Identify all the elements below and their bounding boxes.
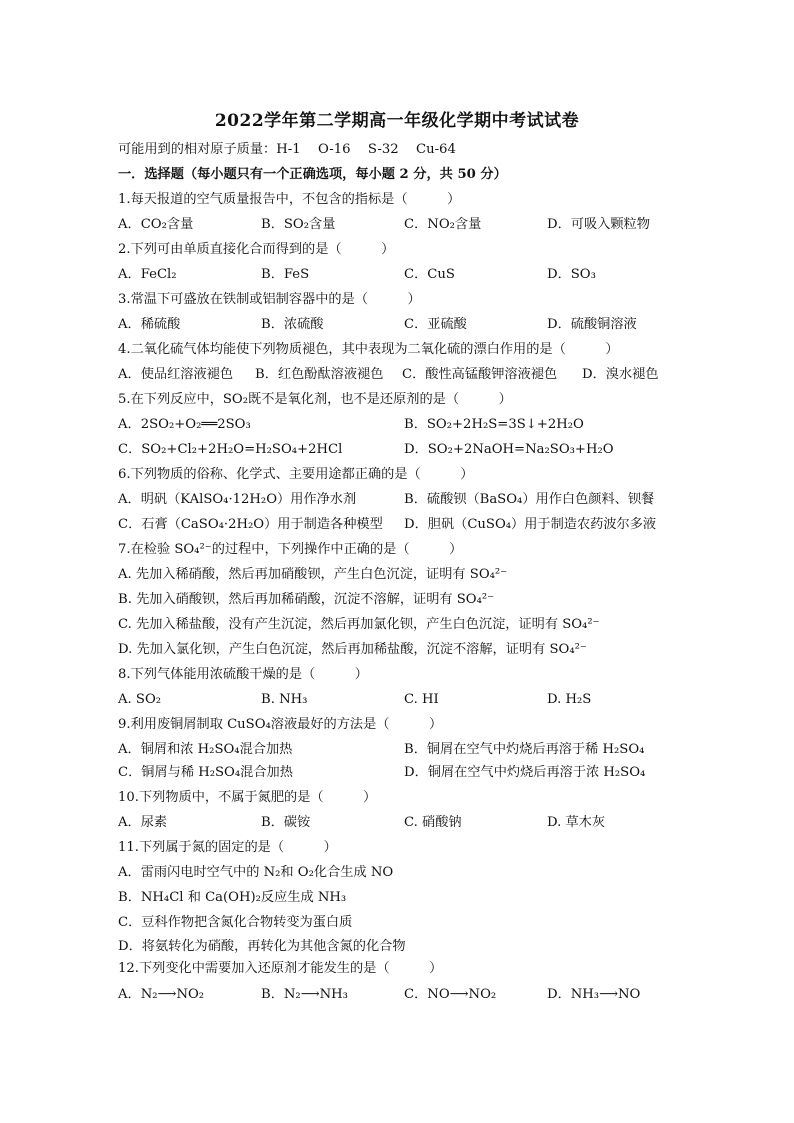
question-stem: 5.在下列反应中，SO₂既不是氧化剂，也不是还原剂的是（ ） — [118, 392, 512, 407]
option-d: D．SO₃ — [547, 267, 596, 282]
option-d: D. 草木灰 — [547, 815, 606, 830]
option-d: D．硫酸铜溶液 — [547, 317, 637, 332]
option-b: B. 先加入硝酸钡，然后再加稀硝酸，沉淀不溶解，证明有 SO₄²⁻ — [118, 592, 495, 607]
option-a: A．N₂⟶NO₂ — [118, 987, 205, 1002]
option-d: D．SO₂+2NaOH=Na₂SO₃+H₂O — [404, 442, 614, 457]
option-c: C．NO⟶NO₂ — [404, 987, 497, 1002]
question-stem: 3.常温下可盛放在铁制或铝制容器中的是（ ） — [118, 292, 421, 307]
atomic-masses: 可能用到的相对原子质量：H-1 O-16 S-32 Cu-64 — [118, 142, 456, 157]
option-a: A. 先加入稀硝酸，然后再加硝酸钡，产生白色沉淀，证明有 SO₄²⁻ — [118, 567, 508, 582]
option-a: A．2SO₂+O₂══2SO₃ — [118, 417, 251, 432]
option-d: D．将氨转化为硝酸，再转化为其他含氮的化合物 — [118, 939, 406, 954]
question-stem: 10.下列物质中，不属于氮肥的是（ ） — [118, 790, 377, 805]
option-b: B．硫酸钡（BaSO₄）用作白色颜料、钡餐 — [404, 492, 655, 507]
option-a: A．明矾（KAlSO₄·12H₂O）用作净水剂 — [118, 492, 357, 507]
question-stem: 11.下列属于氮的固定的是（ ） — [118, 840, 337, 855]
question-stem: 12.下列变化中需要加入还原剂才能发生的是（ ） — [118, 961, 443, 976]
option-d: D．溴水褪色 — [582, 367, 659, 382]
option-b: B．碳铵 — [261, 815, 311, 830]
option-c: C．石膏（CaSO₄·2H₂O）用于制造各种模型 — [118, 517, 383, 532]
option-c: C. 硝酸钠 — [404, 815, 462, 830]
question-stem: 9.利用废铜屑制取 CuSO₄溶液最好的方法是（ ） — [118, 717, 443, 732]
option-b: B．SO₂含量 — [261, 217, 336, 232]
option-c: C．SO₂+Cl₂+2H₂O=H₂SO₄+2HCl — [118, 442, 343, 457]
option-a: A．雷雨闪电时空气中的 N₂和 O₂化合生成 NO — [118, 865, 394, 880]
option-c: C．豆科作物把含氮化合物转变为蛋白质 — [118, 915, 353, 930]
option-d: D．胆矾（CuSO₄）用于制造农药波尔多液 — [404, 517, 657, 532]
question-stem: 2.下列可由单质直接化合而得到的是（ ） — [118, 242, 395, 257]
option-d: D．可吸入颗粒物 — [547, 217, 650, 232]
option-b: B．N₂⟶NH₃ — [261, 987, 348, 1002]
option-d: D．铜屑在空气中灼烧后再溶于浓 H₂SO₄ — [404, 765, 646, 780]
option-a: A．铜屑和浓 H₂SO₄混合加热 — [118, 742, 293, 757]
option-a: A. SO₂ — [118, 692, 162, 707]
option-b: B．红色酚酞溶液褪色 — [255, 367, 384, 382]
option-c: C．CuS — [404, 267, 455, 282]
question-stem: 7.在检验 SO₄²⁻的过程中，下列操作中正确的是（ ） — [118, 542, 463, 557]
section-header: 一．选择题（每小题只有一个正确选项，每小题 2 分，共 50 分） — [118, 167, 507, 182]
option-b: B. NH₃ — [261, 692, 308, 707]
page-title: 2022学年第二学期高一年级化学期中考试试卷 — [214, 111, 580, 131]
question-stem: 1.每天报道的空气质量报告中，不包含的指标是（ ） — [118, 192, 461, 207]
option-d: D. H₂S — [547, 692, 592, 707]
option-b: B．浓硫酸 — [261, 317, 324, 332]
option-d: D．NH₃⟶NO — [547, 987, 641, 1002]
question-stem: 8.下列气体能用浓硫酸干燥的是（ ） — [118, 667, 368, 682]
option-a: A．CO₂含量 — [118, 217, 194, 232]
option-b: B．SO₂+2H₂S=3S↓+2H₂O — [404, 417, 584, 432]
question-stem: 6.下列物质的俗称、化学式、主要用途都正确的是（ ） — [118, 467, 474, 482]
option-b: B．铜屑在空气中灼烧后再溶于稀 H₂SO₄ — [404, 742, 645, 757]
option-a: A．尿素 — [118, 815, 168, 830]
option-a: A．使品红溶液褪色 — [118, 367, 234, 382]
option-b: B．NH₄Cl 和 Ca(OH)₂反应生成 NH₃ — [118, 890, 347, 905]
option-c: C．NO₂含量 — [404, 217, 482, 232]
option-b: B．FeS — [261, 267, 310, 282]
option-c: C．铜屑与稀 H₂SO₄混合加热 — [118, 765, 293, 780]
option-a: A．FeCl₂ — [118, 267, 177, 282]
option-c: C. 先加入稀盐酸，没有产生沉淀，然后再加氯化钡，产生白色沉淀，证明有 SO₄²⁻ — [118, 617, 600, 632]
question-stem: 4.二氧化硫气体均能使下列物质褪色，其中表现为二氧化硫的漂白作用的是（ ） — [118, 342, 619, 357]
option-c: C．亚硫酸 — [404, 317, 467, 332]
option-c: C．酸性高锰酸钾溶液褪色 — [402, 367, 558, 382]
option-d: D. 先加入氯化钡，产生白色沉淀，然后再加稀盐酸，沉淀不溶解，证明有 SO₄²⁻ — [118, 642, 587, 657]
option-a: A．稀硫酸 — [118, 317, 181, 332]
option-c: C. HI — [404, 692, 439, 707]
